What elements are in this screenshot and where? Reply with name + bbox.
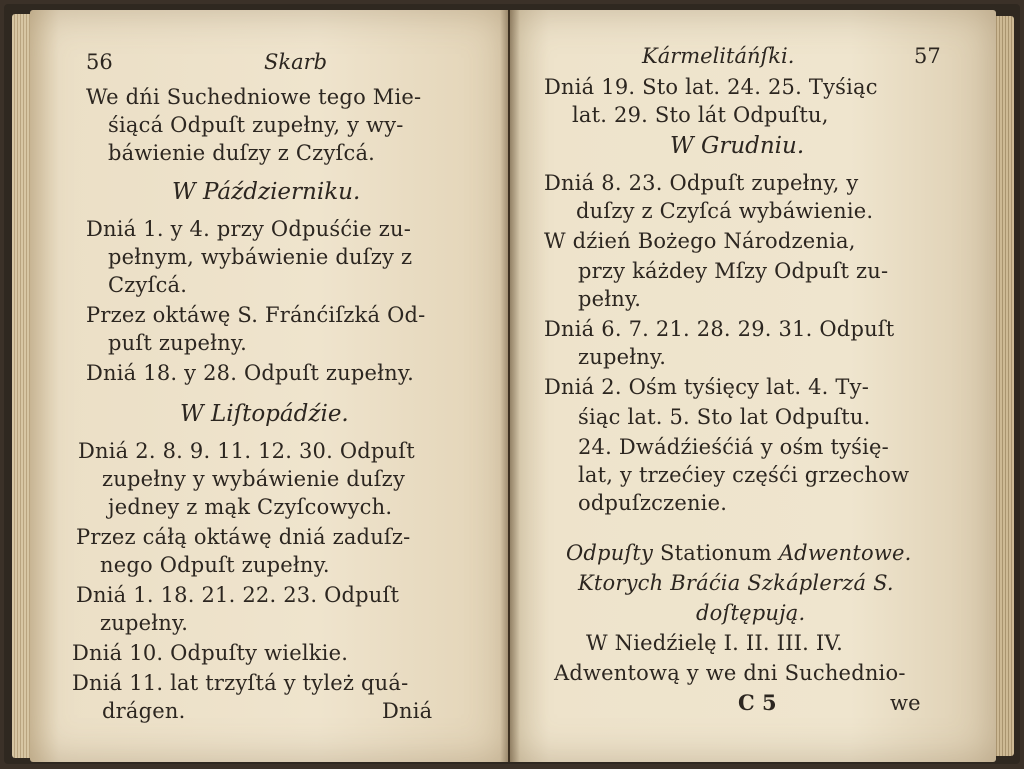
text-line: W dźień Bożego Národzenia, bbox=[544, 229, 856, 253]
text-line: Dniá 19. Sto lat. 24. 25. Tyśiąc bbox=[544, 75, 878, 99]
text-line: Przez oktáwę S. Fránćiſzká Od- bbox=[86, 303, 426, 327]
page-number: 57 bbox=[914, 44, 941, 68]
text-line: zupełny. bbox=[100, 611, 189, 635]
text-line bbox=[566, 540, 912, 566]
section-heading: W Liſtopádźie. bbox=[180, 401, 349, 427]
section-heading: W Páździerniku. bbox=[172, 179, 361, 205]
signature-mark: C 5 bbox=[738, 690, 777, 715]
text-line: nego Odpuſt zupełny. bbox=[100, 553, 330, 577]
catchword: we bbox=[890, 691, 921, 715]
text-line: Przez cáłą oktáwę dniá zaduſz- bbox=[76, 525, 411, 549]
text-line: Dniá 8. 23. Odpuſt zupełny, y bbox=[544, 171, 859, 195]
right-page bbox=[510, 10, 996, 762]
text-line: śiącá Odpuſt zupełny, y wy- bbox=[108, 113, 404, 137]
italic-word: Adwentowe. bbox=[778, 541, 912, 565]
text-line: jedney z mąk Czyſcowych. bbox=[108, 495, 393, 519]
text-line: Ktorych Bráćia Szkáplerzá S. bbox=[578, 571, 894, 595]
text-line: śiąc lat. 5. Sto lat Odpuſtu. bbox=[578, 405, 871, 429]
italic-word: Odpuſty bbox=[566, 541, 654, 565]
text-line: zupełny y wybáwienie duſzy bbox=[102, 467, 406, 491]
text-line: Dniá 6. 7. 21. 28. 29. 31. Odpuſt bbox=[544, 317, 895, 341]
text-line: Adwentową y we dni Suchednio- bbox=[554, 661, 906, 685]
text-line: We dńi Suchedniowe tego Mie- bbox=[86, 85, 422, 109]
right-page-edges bbox=[994, 16, 1014, 756]
text-line: báwienie duſzy z Czyſcá. bbox=[108, 141, 376, 165]
text-line: W Niedźielę I. II. III. IV. bbox=[586, 631, 843, 655]
text-line: Dniá 18. y 28. Odpuſt zupełny. bbox=[86, 361, 415, 385]
page-number: 56 bbox=[86, 50, 113, 74]
text-line: duſzy z Czyſcá wybáwienie. bbox=[576, 199, 874, 223]
left-page-edges bbox=[12, 14, 32, 758]
text-line: pełnym, wybáwienie duſzy z bbox=[108, 245, 413, 269]
catchword: Dniá bbox=[382, 699, 433, 723]
text-line: zupełny. bbox=[578, 345, 667, 369]
text-line: lat. 29. Sto lát Odpuſtu, bbox=[572, 103, 829, 127]
text-line: puſt zupełny. bbox=[108, 331, 247, 355]
section-heading: W Grudniu. bbox=[670, 133, 805, 159]
text-line: Dniá 11. lat trzyſtá y tyleż quá- bbox=[72, 671, 409, 695]
text-line: pełny. bbox=[578, 287, 642, 311]
text-line: Dniá 2. 8. 9. 11. 12. 30. Odpuſt bbox=[78, 439, 415, 463]
text-line: Dniá 10. Odpuſty wielkie. bbox=[72, 641, 349, 665]
text-line: Dniá 1. 18. 21. 22. 23. Odpuſt bbox=[76, 583, 400, 607]
open-book bbox=[4, 4, 1020, 764]
running-head: Kármelitáńſki. bbox=[642, 44, 795, 68]
text-line: doſtępują. bbox=[696, 601, 806, 625]
book-gutter bbox=[500, 10, 520, 762]
text-line: Czyſcá. bbox=[108, 273, 188, 297]
left-page bbox=[30, 10, 508, 762]
text-line: lat, y trzećiey częśći grzechow bbox=[578, 463, 910, 487]
roman-word: Stationum bbox=[660, 541, 772, 565]
text-line: Dniá 1. y 4. przy Odpuśćie zu- bbox=[86, 217, 411, 241]
text-line: przy káżdey Mſzy Odpuſt zu- bbox=[578, 259, 889, 283]
text-line: 24. Dwádźieśćiá y ośm tyśię- bbox=[578, 435, 889, 459]
text-line: drágen. bbox=[102, 699, 186, 723]
text-line: odpuſzczenie. bbox=[578, 491, 728, 515]
text-line: Dniá 2. Ośm tyśięcy lat. 4. Ty- bbox=[544, 375, 869, 399]
running-head: Skarb bbox=[264, 50, 328, 74]
